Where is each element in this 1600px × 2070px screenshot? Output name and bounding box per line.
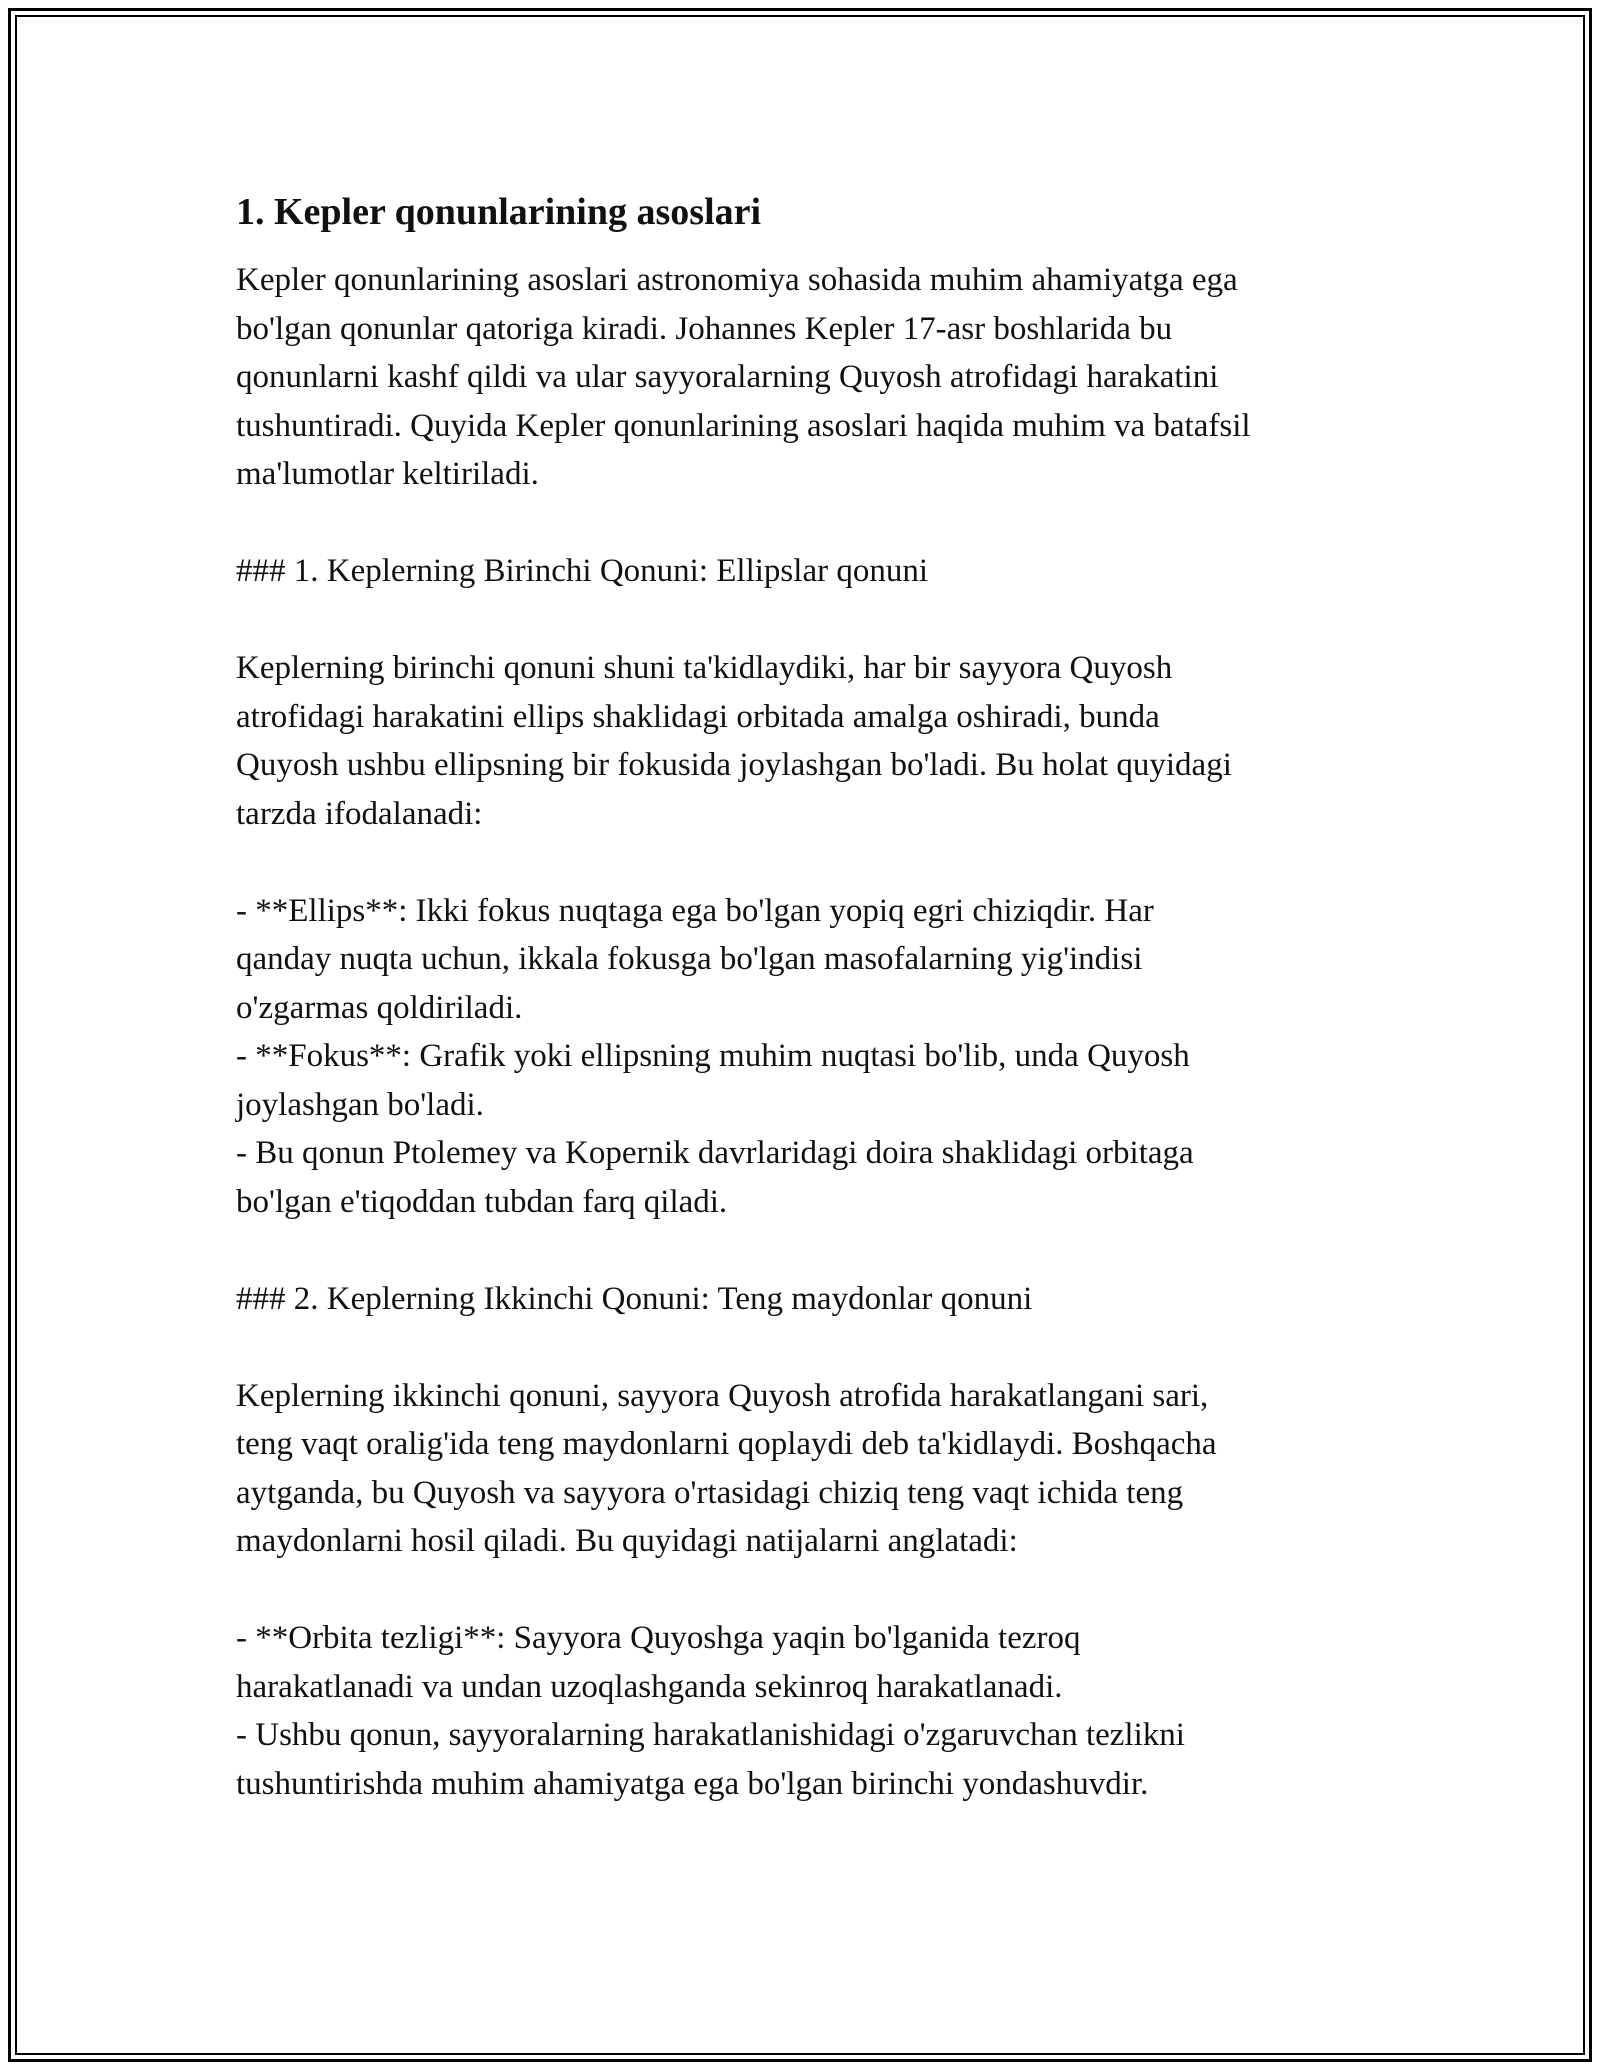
paragraph <box>236 547 1386 596</box>
paragraph-list <box>236 256 1386 1808</box>
paragraph <box>236 256 1386 499</box>
text-line: harakatlanadi va undan uzoqlashganda sekinroq harakatlanadi. <box>236 1668 1063 1705</box>
paragraph <box>236 1275 1386 1324</box>
text-line: ### 1. Keplerning Birinchi Qonuni: Ellipslar qonuni <box>236 553 929 589</box>
text-line: Keplerning birinchi qonuni shuni ta'kidlaydiki, har bir sayyora Quyosh <box>236 650 1173 686</box>
text-line: maydonlarni hosil qiladi. Bu quyidagi natijalarni anglatadi: <box>236 1523 1018 1559</box>
text-line: o'zgarmas qoldiriladi. <box>236 989 523 1026</box>
text-line: - **Orbita tezligi**: Sayyora Quyoshga yaqin bo'lganida tezroq <box>236 1620 1081 1656</box>
text-line: tushuntirishda muhim ahamiyatga ega bo'lgan birinchi yondashuvdir. <box>236 1765 1149 1802</box>
paragraph <box>236 1372 1386 1566</box>
text-line: tushuntiradi. Quyida Kepler qonunlarining asoslari haqida muhim va batafsil <box>236 407 1251 444</box>
text-line: joylashgan bo'ladi. <box>236 1086 484 1123</box>
paragraph <box>236 1614 1386 1808</box>
text-line: - **Ellips**: Ikki fokus nuqtaga ega bo'lgan yopiq egri chiziqdir. Har <box>236 892 1154 929</box>
text-line: ### 2. Keplerning Ikkinchi Qonuni: Teng maydonlar qonuni <box>236 1280 1033 1317</box>
text-line: Quyosh ushbu ellipsning bir fokusida joylashgan bo'ladi. Bu holat quyidagi <box>236 747 1232 783</box>
paragraph <box>236 644 1386 838</box>
text-line: Kepler qonunlarining asoslari astronomiya sohasida muhim ahamiyatga ega <box>236 262 1238 298</box>
text-line: qanday nuqta uchun, ikkala fokusga bo'lgan masofalarning yig'indisi <box>236 941 1143 977</box>
text-line: aytganda, bu Quyosh va sayyora o'rtasidagi chiziq teng vaqt ichida teng <box>236 1474 1184 1511</box>
document-title: 1. Kepler qonunlarining asoslari <box>236 191 762 233</box>
text-line: Keplerning ikkinchi qonuni, sayyora Quyosh atrofida harakatlangani sari, <box>236 1377 1209 1414</box>
text-line: teng vaqt oralig'ida teng maydonlarni qoplaydi deb ta'kidlaydi. Boshqacha <box>236 1426 1217 1462</box>
text-line: qonunlarni kashf qildi va ular sayyoralarning Quyosh atrofidagi harakatini <box>236 359 1219 395</box>
text-line: atrofidagi harakatini ellips shaklidagi orbitada amalga oshiradi, bunda <box>236 698 1160 735</box>
text-line: bo'lgan qonunlar qatoriga kiradi. Johannes Kepler 17-asr boshlarida bu <box>236 310 1173 347</box>
text-line: - Ushbu qonun, sayyoralarning harakatlanishidagi o'zgaruvchan tezlikni <box>236 1717 1185 1753</box>
document-body <box>236 188 1386 1857</box>
paragraph <box>236 887 1386 1227</box>
text-line: ma'lumotlar keltiriladi. <box>236 456 539 492</box>
text-line: bo'lgan e'tiqoddan tubdan farq qiladi. <box>236 1183 728 1220</box>
text-line: tarzda ifodalanadi: <box>236 795 483 832</box>
text-line: - Bu qonun Ptolemey va Kopernik davrlaridagi doira shaklidagi orbitaga <box>236 1135 1194 1171</box>
text-line: - **Fokus**: Grafik yoki ellipsning muhim nuqtasi bo'lib, unda Quyosh <box>236 1038 1190 1074</box>
